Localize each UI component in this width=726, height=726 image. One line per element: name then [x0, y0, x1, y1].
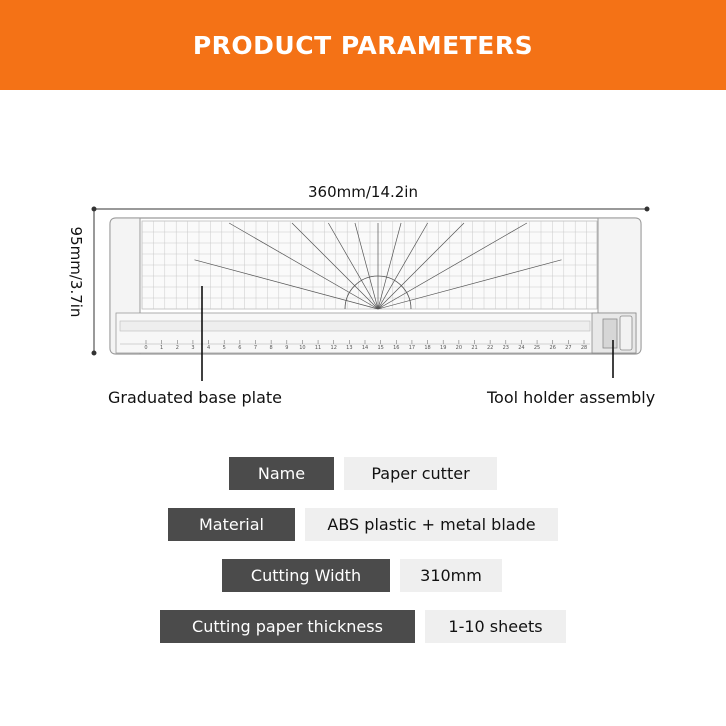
scale-label: 9 — [285, 345, 289, 351]
callout-tool-holder-assembly: Tool holder assembly — [487, 388, 656, 407]
scale-label: 18 — [424, 345, 431, 351]
rail-track — [120, 321, 590, 331]
scale-label: 4 — [206, 345, 211, 351]
scale-label: 21 — [471, 345, 478, 351]
spec-label: Name — [229, 457, 334, 490]
spec-row-name — [229, 457, 497, 490]
spec-value: 1-10 sheets — [425, 610, 566, 643]
width-dimension-line — [92, 207, 649, 211]
height-dimension-label: 95mm/3.7in — [67, 226, 85, 318]
scale-label: 23 — [502, 345, 509, 351]
page-title: PRODUCT PARAMETERS — [192, 30, 534, 60]
scale-label: 24 — [518, 345, 525, 351]
spec-label: Material — [168, 508, 295, 541]
spec-label: Cutting Width — [222, 559, 390, 592]
scale-label: 6 — [238, 345, 242, 351]
spec-value: Paper cutter — [344, 457, 497, 490]
spec-row-cutting-width — [222, 559, 502, 592]
scale-label: 10 — [299, 345, 306, 351]
spec-label: Cutting paper thickness — [160, 610, 415, 643]
tool-holder — [592, 313, 636, 353]
scale-label: 19 — [440, 345, 447, 351]
scale-label: 12 — [330, 345, 337, 351]
scale-label: 15 — [377, 345, 384, 351]
callout-graduated-base-plate: Graduated base plate — [108, 388, 282, 407]
scale-label: 25 — [533, 345, 541, 351]
scale-label: 11 — [314, 345, 322, 351]
scale-label: 28 — [580, 345, 588, 351]
scale-label: 17 — [408, 345, 416, 351]
scale-label: 7 — [253, 345, 258, 351]
height-dimension-line — [92, 209, 96, 355]
scale-label: 16 — [393, 345, 400, 351]
scale-label: 2 — [175, 345, 179, 351]
scale-label: 27 — [565, 345, 572, 351]
spec-value: ABS plastic + metal blade — [305, 508, 558, 541]
scale-label: 26 — [549, 345, 556, 351]
spec-value: 310mm — [400, 559, 502, 592]
scale-label: 3 — [191, 345, 195, 351]
scale-label: 1 — [160, 345, 164, 351]
scale-label: 22 — [486, 345, 494, 351]
scale-label: 14 — [361, 345, 369, 351]
scale-label: 8 — [269, 345, 273, 351]
spec-row-thickness — [160, 610, 566, 643]
width-dimension-label: 360mm/14.2in — [308, 183, 418, 201]
scale-label: 13 — [346, 345, 353, 351]
scale-label: 0 — [144, 345, 148, 351]
spec-row-material — [168, 508, 558, 541]
scale-label: 5 — [222, 345, 226, 351]
scale-label: 20 — [455, 345, 463, 351]
